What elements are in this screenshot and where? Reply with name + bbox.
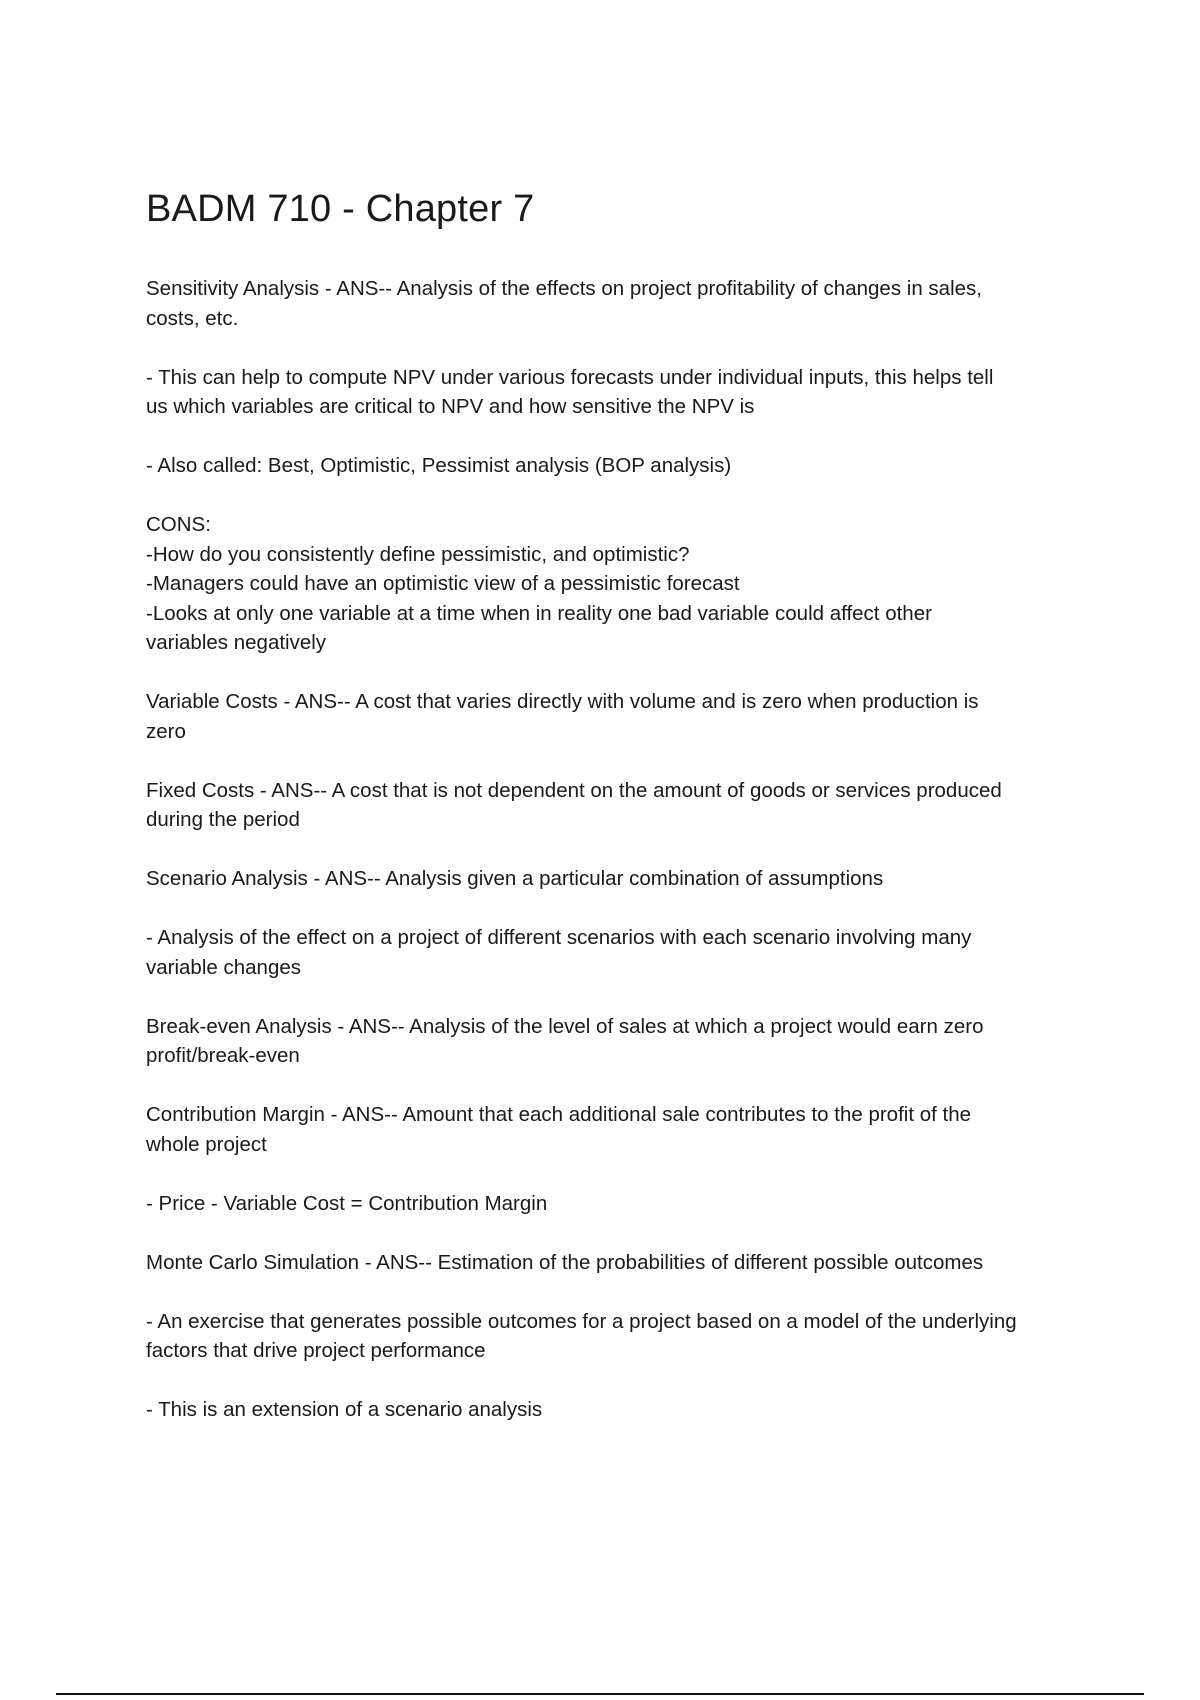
paragraph-contribution-formula [146,1189,1106,1219]
paragraph-scenario-note [146,923,1106,982]
paragraph-monte-carlo-note [146,1307,1106,1366]
text-line: Break-even Analysis - ANS-- Analysis of the level of sales at which a project would earn zero [146,1014,984,1038]
paragraph-npv-note [146,363,1106,422]
document-title: BADM 710 - Chapter 7 [146,188,535,230]
paragraph-monte-carlo [146,1248,1106,1278]
text-line: zero [146,719,186,743]
text-line: Fixed Costs - ANS-- A cost that is not dependent on the amount of goods or services produced [146,778,1002,802]
paragraph-scenario-analysis [146,864,1106,894]
paragraph-variable-costs [146,687,1106,746]
paragraph-contribution-margin [146,1100,1106,1159]
cons-item: -How do you consistently define pessimistic, and optimistic? [146,542,690,566]
paragraph-bop-note [146,451,1106,481]
text-line: profit/break-even [146,1044,300,1067]
document-content [146,186,1106,1454]
text-line: - This is an extension of a scenario analysis [146,1398,543,1421]
page-bottom-rule [56,1693,1144,1695]
text-line: Monte Carlo Simulation - ANS-- Estimation of the probabilities of different possible outcomes [146,1250,984,1274]
paragraph-cons [146,510,1106,658]
text-line: Sensitivity Analysis - ANS-- Analysis of the effects on project profitability of changes in sales, [146,277,982,300]
text-line: - Analysis of the effect on a project of different scenarios with each scenario involving many [146,926,972,949]
paragraph-extension-note [146,1395,1106,1425]
paragraph-break-even-analysis [146,1012,1106,1071]
text-line: Contribution Margin - ANS-- Amount that each additional sale contributes to the profit of the [146,1103,972,1126]
paragraph-sensitivity-analysis [146,274,1106,333]
text-line: - This can help to compute NPV under various forecasts under individual inputs, this helps tell [146,365,994,389]
cons-heading: CONS: [146,513,211,536]
cons-item-continued: variables negatively [146,631,327,654]
text-line: - An exercise that generates possible outcomes for a project based on a model of the underlying [146,1309,1017,1333]
text-line: whole project [146,1132,267,1156]
text-line: - Also called: Best, Optimistic, Pessimist analysis (BOP analysis) [146,454,732,477]
cons-item: -Managers could have an optimistic view of a pessimistic forecast [146,572,740,595]
text-line: Scenario Analysis - ANS-- Analysis given a particular combination of assumptions [146,867,884,890]
text-line: us which variables are critical to NPV and how sensitive the NPV is [146,395,755,418]
text-line: variable changes [146,955,301,979]
text-line: - Price - Variable Cost = Contribution Margin [146,1191,548,1215]
cons-item: -Looks at only one variable at a time when in reality one bad variable could affect other [146,601,932,625]
text-line: during the period [146,808,300,831]
text-line: factors that drive project performance [146,1339,486,1362]
text-line: costs, etc. [146,306,239,330]
text-line: Variable Costs - ANS-- A cost that varies directly with volume and is zero when production is [146,690,979,713]
paragraph-fixed-costs [146,776,1106,835]
